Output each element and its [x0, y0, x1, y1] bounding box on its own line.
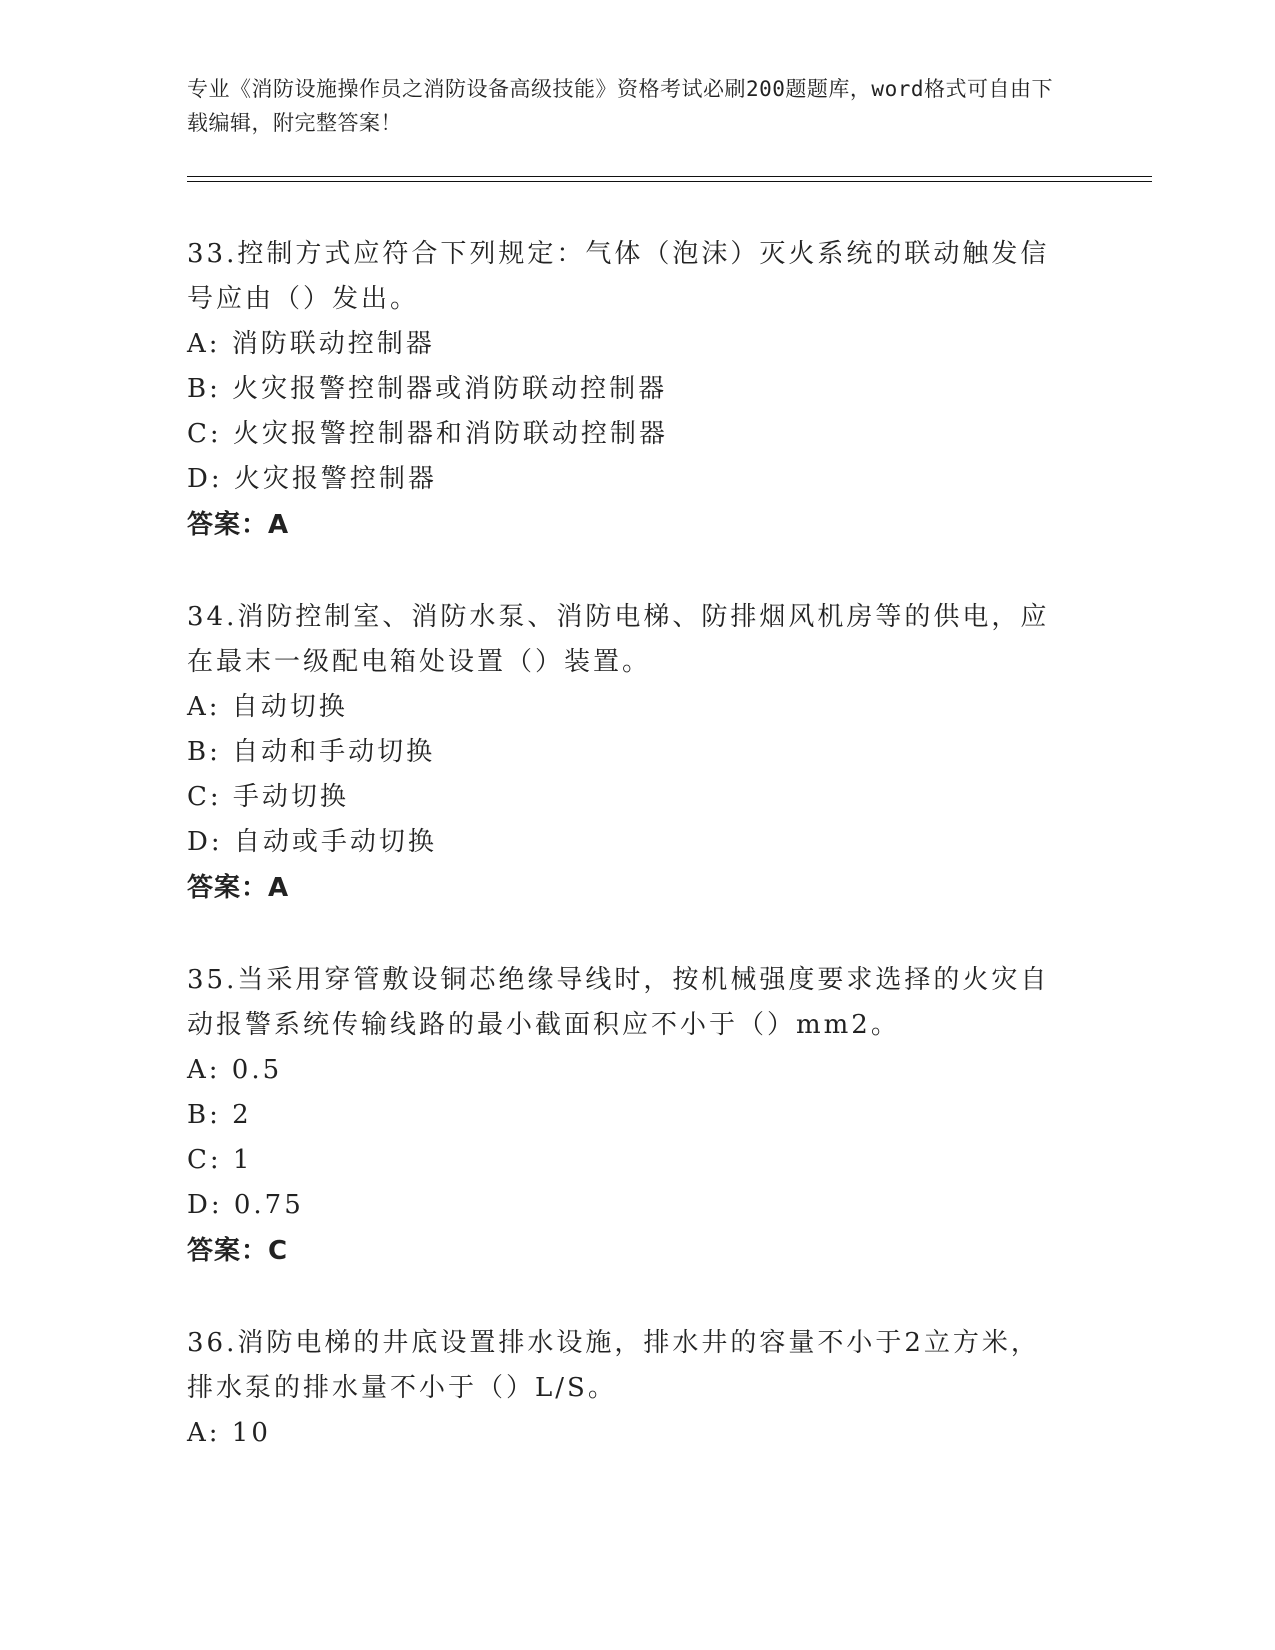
option-d: D: 火灾报警控制器: [187, 464, 437, 494]
question-35: [187, 958, 1067, 1275]
document-header: 专业《消防设施操作员之消防设备高级技能》资格考试必刷200题题库，word格式可自由下载编辑，附完整答案！: [187, 77, 1053, 135]
question-list: [187, 232, 1067, 1502]
question-stem: 36.消防电梯的井底设置排水设施，排水井的容量不小于2立方米，排水泵的排水量不小于（）L/S。: [187, 1328, 1040, 1403]
header-divider-top: [187, 176, 1152, 177]
option-c: C: 1: [187, 1145, 253, 1175]
answer: 答案：A: [187, 873, 290, 903]
header-divider-bottom: [187, 181, 1152, 182]
option-c: C: 手动切换: [187, 782, 349, 812]
question-stem: 35.当采用穿管敷设铜芯绝缘导线时，按机械强度要求选择的火灾自动报警系统传输线路的最小截面积应不小于（）mm2。: [187, 965, 1050, 1040]
option-d: D: 0.75: [187, 1190, 304, 1220]
question-stem: 33.控制方式应符合下列规定：气体（泡沫）灭火系统的联动触发信号应由（）发出。: [187, 239, 1050, 314]
option-a: A: 消防联动控制器: [187, 329, 435, 359]
option-b: B: 自动和手动切换: [187, 737, 436, 767]
option-d: D: 自动或手动切换: [187, 827, 437, 857]
answer: 答案：C: [187, 1236, 289, 1266]
question-stem: 34.消防控制室、消防水泵、消防电梯、防排烟风机房等的供电，应在最末一级配电箱处设置（）装置。: [187, 602, 1050, 677]
question-33: [187, 232, 1067, 549]
option-b: B: 2: [187, 1100, 252, 1130]
option-a: A: 10: [187, 1418, 271, 1448]
option-a: A: 自动切换: [187, 692, 348, 722]
answer: 答案：A: [187, 510, 290, 540]
option-c: C: 火灾报警控制器和消防联动控制器: [187, 419, 668, 449]
question-34: [187, 595, 1067, 912]
question-36: [187, 1321, 1067, 1456]
option-b: B: 火灾报警控制器或消防联动控制器: [187, 374, 668, 404]
option-a: A: 0.5: [187, 1055, 283, 1085]
